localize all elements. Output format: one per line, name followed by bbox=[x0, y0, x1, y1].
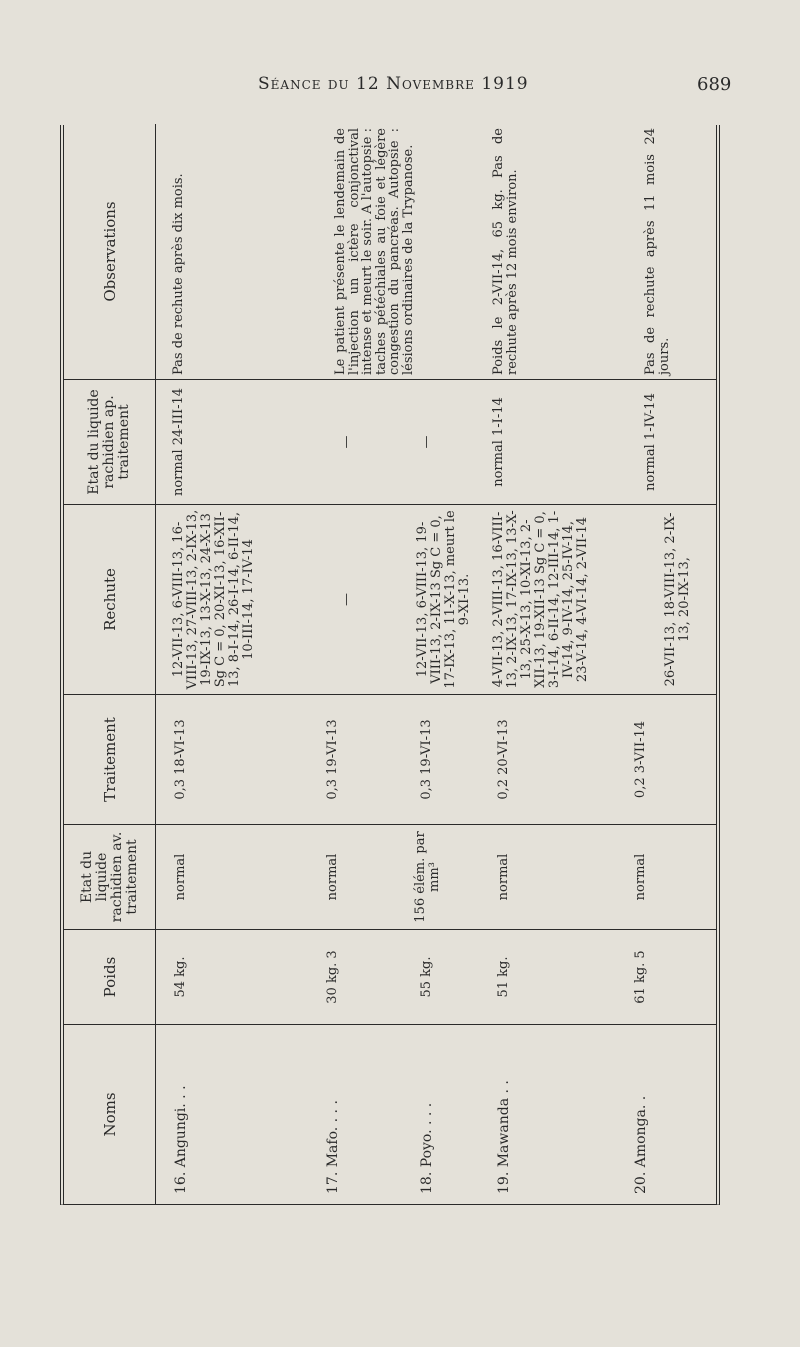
row-16-poids: 54 kg. bbox=[173, 956, 188, 998]
row-19-poids: 51 kg. bbox=[496, 956, 511, 998]
row-16-nom: 16. Angungi. . . bbox=[173, 1085, 189, 1194]
row-17-traitement: 0,3 19-VI-13 bbox=[325, 719, 340, 800]
row-17-poids: 30 kg. 3 bbox=[325, 950, 340, 1004]
page-number: 689 bbox=[697, 74, 732, 95]
row-20-etat-ap: normal 1-IV-14 bbox=[643, 393, 658, 491]
row-17-observations: Le patient présente le lendemain de l'injection un ictère conjonctival intense et meurt le soir. A l'autopsie : taches pétéchiales au foie et légère congestion du pancréas. Autopsie : lésions ordinaires de la Trypanose. bbox=[333, 128, 416, 375]
row-18-nom: 18. Poyo. . . . bbox=[419, 1102, 435, 1194]
header-etat-av: Etat du liquide rachidien av. traitement bbox=[64, 825, 156, 929]
row-18-etat-ap: — bbox=[419, 435, 434, 449]
row-19-rechute: 4-VII-13, 2-VIII-13, 16-VIII-13, 2-IX-13, 17-IX-13, 13-X-13, 25-X-13, 10-XI-13, 2-XII-13, 19-XII-13 Sg C = 0, 3-I-14, 6-II-14, 12-III-14, 1-IV-14, 9-IV-14, 25-IV-14, 23-V-14, 4-VI-14, 2-VII-14 bbox=[491, 510, 590, 689]
rotated-table bbox=[60, 125, 720, 1205]
row-17-rechute: — bbox=[339, 593, 354, 606]
row-20-observations: Pas de rechute après 11 mois 24 jours. bbox=[643, 128, 672, 375]
row-20-poids: 61 kg. 5 bbox=[633, 950, 648, 1004]
row-19-nom: 19. Mawanda . . bbox=[496, 1080, 512, 1194]
page-header bbox=[0, 74, 800, 104]
column-traitement bbox=[64, 694, 716, 824]
header-rechute: Rechute bbox=[64, 505, 156, 694]
column-poids bbox=[64, 929, 716, 1024]
row-18-etat-av: 156 élém. par mm³ bbox=[413, 831, 442, 923]
row-17-etat-ap: — bbox=[339, 435, 354, 449]
row-17-nom: 17. Mafo. . . . bbox=[325, 1100, 341, 1194]
row-16-traitement: 0,3 18-VI-13 bbox=[173, 719, 188, 800]
row-18-rechute: 12-VII-13, 6-VIII-13, 19-VIII-13, 2-IX-13 Sg C = 0, 17-IX-13, 11-X-13, meurt le 9-XI-13. bbox=[415, 510, 472, 689]
column-etat-av bbox=[64, 824, 716, 929]
header-traitement: Traitement bbox=[64, 695, 156, 824]
header-observations: Observations bbox=[64, 124, 156, 379]
row-19-traitement: 0,2 20-VI-13 bbox=[496, 719, 511, 800]
row-20-nom: 20. Amonga. . bbox=[633, 1095, 649, 1194]
header-poids: Poids bbox=[64, 930, 156, 1024]
column-noms bbox=[64, 1024, 716, 1204]
header-noms: Noms bbox=[64, 1025, 156, 1204]
column-rechute bbox=[64, 504, 716, 694]
row-17-etat-av: normal bbox=[325, 853, 340, 901]
running-title: Séance du 12 Novembre 1919 bbox=[258, 74, 529, 94]
column-observations bbox=[64, 124, 716, 379]
row-19-observations: Poids le 2-VII-14, 65 kg. Pas de rechute après 12 mois environ. bbox=[491, 128, 520, 375]
row-16-rechute: 12-VII-13, 6-VIII-13, 16-VIII-13, 27-VIII-13, 2-IX-13, 19-IX-13, 13-X-13, 24-X-13 Sg C = 0, 20-XI-13, 16-XII-13, 8-I-14, 26-I-14, 6-II-14, 10-III-14, 17-IV-14 bbox=[171, 509, 256, 690]
row-16-etat-av: normal bbox=[173, 853, 188, 901]
row-20-traitement: 0,2 3-VII-14 bbox=[633, 720, 648, 799]
header-etat-ap: Etat du liquide rachidien ap. traitement bbox=[64, 380, 156, 504]
row-18-traitement: 0,3 19-VI-13 bbox=[419, 719, 434, 800]
row-16-observations: Pas de rechute après dix mois. bbox=[171, 173, 186, 375]
row-16-etat-ap: normal 24-III-14 bbox=[171, 387, 186, 497]
row-19-etat-av: normal bbox=[496, 853, 511, 901]
row-18-poids: 55 kg. bbox=[419, 956, 434, 998]
column-etat-ap bbox=[64, 379, 716, 504]
data-table bbox=[60, 125, 720, 1205]
row-20-rechute: 26-VII-13, 18-VIII-13, 2-IX-13, 20-IX-13, bbox=[663, 512, 692, 687]
row-19-etat-ap: normal 1-I-14 bbox=[491, 397, 506, 487]
row-20-etat-av: normal bbox=[633, 853, 648, 901]
